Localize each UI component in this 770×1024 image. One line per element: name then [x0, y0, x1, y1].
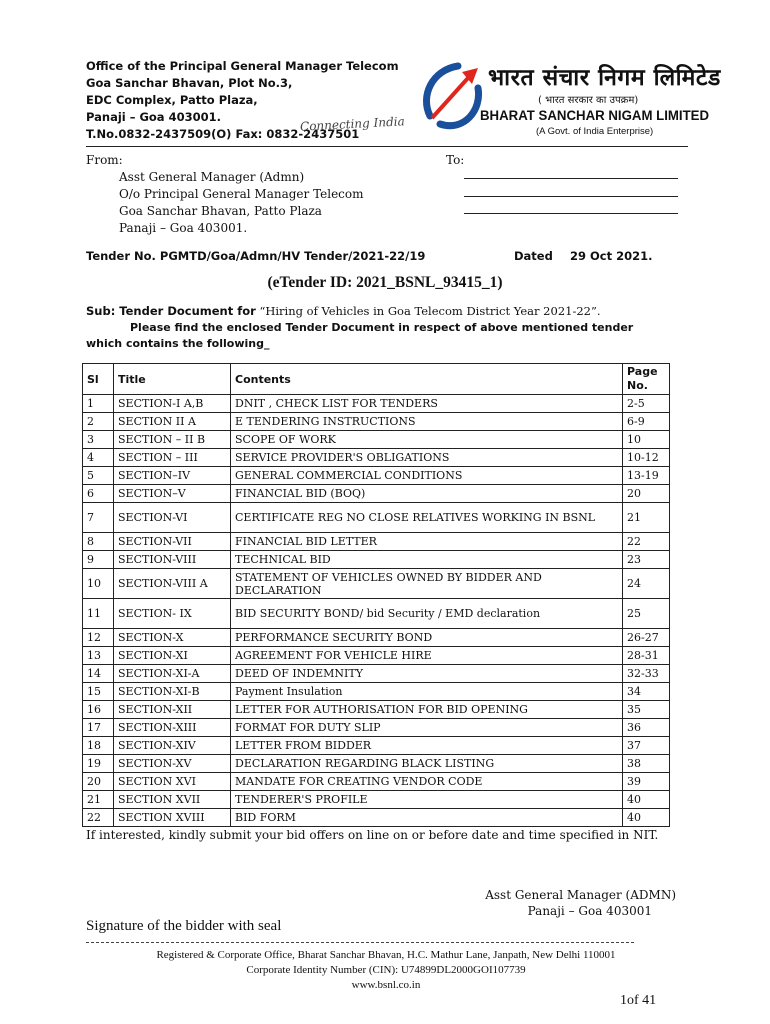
- row-sl: 15: [83, 683, 114, 701]
- table-header-row: [83, 364, 670, 395]
- signatory-designation: Asst General Manager (ADMN): [485, 888, 676, 902]
- table-row: [83, 431, 670, 449]
- row-sl: 20: [83, 773, 114, 791]
- from-block: [86, 152, 364, 237]
- bsnl-emblem-icon: [418, 58, 488, 138]
- header-sl: Sl: [83, 364, 114, 395]
- row-title: SECTION-XII: [114, 701, 231, 719]
- row-contents: STATEMENT OF VEHICLES OWNED BY BIDDER AND DECLARATION: [231, 569, 623, 599]
- row-contents: E TENDERING INSTRUCTIONS: [231, 413, 623, 431]
- header-page: Page No.: [623, 364, 670, 395]
- table-row: [83, 467, 670, 485]
- from-line: Panaji – Goa 403001.: [119, 221, 248, 235]
- table-row: [83, 551, 670, 569]
- from-line: Goa Sanchar Bhavan, Patto Plaza: [119, 204, 322, 218]
- row-title: SECTION-XI-A: [114, 665, 231, 683]
- row-page: 39: [623, 773, 670, 791]
- row-contents: LETTER FROM BIDDER: [231, 737, 623, 755]
- table-row: [83, 449, 670, 467]
- row-page: 25: [623, 599, 670, 629]
- table-row: [83, 683, 670, 701]
- row-page: 13-19: [623, 467, 670, 485]
- row-title: SECTION-VIII: [114, 551, 231, 569]
- from-line: O/o Principal General Manager Telecom: [119, 187, 364, 201]
- table-row: [83, 737, 670, 755]
- row-contents: FINANCIAL BID LETTER: [231, 533, 623, 551]
- row-title: SECTION II A: [114, 413, 231, 431]
- intro-paragraph: [86, 320, 648, 352]
- subject-label: Sub: Tender Document for: [86, 304, 256, 318]
- row-title: SECTION-XI: [114, 647, 231, 665]
- row-contents: TENDERER'S PROFILE: [231, 791, 623, 809]
- row-page: 10: [623, 431, 670, 449]
- row-title: SECTION–IV: [114, 467, 231, 485]
- handwritten-scribble: Connecting India: [299, 114, 406, 134]
- from-line: Asst General Manager (Admn): [119, 170, 305, 184]
- address-line: Panaji – Goa 403001.: [86, 110, 221, 124]
- footer-divider: [86, 942, 634, 943]
- row-page: 38: [623, 755, 670, 773]
- row-title: SECTION XVII: [114, 791, 231, 809]
- bsnl-logo: [418, 58, 721, 148]
- row-page: 40: [623, 809, 670, 827]
- signatory-block: [420, 887, 676, 919]
- row-contents: FORMAT FOR DUTY SLIP: [231, 719, 623, 737]
- row-title: SECTION – II B: [114, 431, 231, 449]
- logo-hindi-tagline: ( भारत सरकार का उपक्रम): [538, 95, 639, 106]
- row-sl: 22: [83, 809, 114, 827]
- row-page: 26-27: [623, 629, 670, 647]
- address-line: EDC Complex, Patto Plaza,: [86, 93, 258, 107]
- to-blank-line: [464, 178, 678, 179]
- table-row: [83, 773, 670, 791]
- row-page: 22: [623, 533, 670, 551]
- dated-label: Dated: [514, 249, 553, 263]
- row-title: SECTION XVIII: [114, 809, 231, 827]
- page-number: 1of 41: [620, 993, 657, 1008]
- row-title: SECTION XVI: [114, 773, 231, 791]
- row-page: 24: [623, 569, 670, 599]
- row-title: SECTION-XIV: [114, 737, 231, 755]
- table-row: [83, 395, 670, 413]
- table-row: [83, 719, 670, 737]
- row-title: SECTION-VIII A: [114, 569, 231, 599]
- row-contents: GENERAL COMMERCIAL CONDITIONS: [231, 467, 623, 485]
- row-page: 28-31: [623, 647, 670, 665]
- bidder-signature-label: Signature of the bidder with seal: [86, 918, 282, 934]
- to-blank-line: [464, 213, 678, 214]
- row-page: 35: [623, 701, 670, 719]
- row-title: SECTION – III: [114, 449, 231, 467]
- row-sl: 21: [83, 791, 114, 809]
- row-title: SECTION-XV: [114, 755, 231, 773]
- row-sl: 17: [83, 719, 114, 737]
- row-contents: BID SECURITY BOND/ bid Security / EMD declaration: [231, 599, 623, 629]
- address-line: Goa Sanchar Bhavan, Plot No.3,: [86, 76, 293, 90]
- row-sl: 1: [83, 395, 114, 413]
- row-page: 36: [623, 719, 670, 737]
- row-title: SECTION-XI-B: [114, 683, 231, 701]
- table-row: [83, 413, 670, 431]
- intro-text: Please find the enclosed Tender Document in respect of above mentioned tender which contains the following_: [86, 321, 634, 350]
- row-sl: 8: [83, 533, 114, 551]
- submission-note: If interested, kindly submit your bid offers on line on or before date and time specified in NIT.: [86, 828, 659, 842]
- row-contents: MANDATE FOR CREATING VENDOR CODE: [231, 773, 623, 791]
- row-page: 34: [623, 683, 670, 701]
- footer: [86, 948, 686, 993]
- tender-date: 29 Oct 2021.: [570, 249, 653, 263]
- contents-table: [82, 363, 670, 827]
- table-row: [83, 701, 670, 719]
- header-title: Title: [114, 364, 231, 395]
- row-page: 20: [623, 485, 670, 503]
- table-row: [83, 533, 670, 551]
- row-page: 40: [623, 791, 670, 809]
- row-title: SECTION-X: [114, 629, 231, 647]
- etender-id: (eTender ID: 2021_BSNL_93415_1): [267, 274, 503, 291]
- row-contents: DECLARATION REGARDING BLACK LISTING: [231, 755, 623, 773]
- row-sl: 2: [83, 413, 114, 431]
- table-row: [83, 809, 670, 827]
- row-page: 32-33: [623, 665, 670, 683]
- to-label: To:: [446, 153, 465, 167]
- row-contents: DEED OF INDEMNITY: [231, 665, 623, 683]
- table-row: [83, 791, 670, 809]
- row-sl: 10: [83, 569, 114, 599]
- row-sl: 4: [83, 449, 114, 467]
- subject-line: [86, 304, 601, 318]
- row-sl: 16: [83, 701, 114, 719]
- row-sl: 19: [83, 755, 114, 773]
- row-sl: 13: [83, 647, 114, 665]
- row-title: SECTION-I A,B: [114, 395, 231, 413]
- row-page: 21: [623, 503, 670, 533]
- row-title: SECTION-VI: [114, 503, 231, 533]
- logo-english-tagline: (A Govt. of India Enterprise): [536, 126, 654, 137]
- subject-text: “Hiring of Vehicles in Goa Telecom District Year 2021-22”.: [259, 304, 601, 318]
- address-line: T.No.0832-2437509(O) Fax: 0832-2437501: [86, 127, 360, 141]
- table-row: [83, 755, 670, 773]
- table-row: [83, 629, 670, 647]
- table-row: [83, 599, 670, 629]
- header-contents: Contents: [231, 364, 623, 395]
- row-contents: FINANCIAL BID (BOQ): [231, 485, 623, 503]
- footer-website: www.bsnl.co.in: [351, 979, 421, 991]
- row-page: 2-5: [623, 395, 670, 413]
- table-row: [83, 665, 670, 683]
- row-contents: BID FORM: [231, 809, 623, 827]
- row-sl: 9: [83, 551, 114, 569]
- footer-address: Registered & Corporate Office, Bharat Sanchar Bhavan, H.C. Mathur Lane, Janpath, New Delhi 110001: [156, 949, 616, 961]
- logo-english-name: BHARAT SANCHAR NIGAM LIMITED: [480, 108, 710, 123]
- footer-cin: Corporate Identity Number (CIN): U74899DL2000GOI107739: [246, 964, 526, 976]
- row-title: SECTION- IX: [114, 599, 231, 629]
- row-contents: CERTIFICATE REG NO CLOSE RELATIVES WORKING IN BSNL: [231, 503, 623, 533]
- row-contents: Payment Insulation: [231, 683, 623, 701]
- row-sl: 12: [83, 629, 114, 647]
- row-contents: TECHNICAL BID: [231, 551, 623, 569]
- row-sl: 11: [83, 599, 114, 629]
- row-contents: AGREEMENT FOR VEHICLE HIRE: [231, 647, 623, 665]
- row-sl: 18: [83, 737, 114, 755]
- row-sl: 6: [83, 485, 114, 503]
- signatory-location: Panaji – Goa 403001: [527, 904, 652, 918]
- to-block: [446, 152, 464, 169]
- row-contents: DNIT , CHECK LIST FOR TENDERS: [231, 395, 623, 413]
- row-page: 37: [623, 737, 670, 755]
- row-sl: 3: [83, 431, 114, 449]
- row-contents: SERVICE PROVIDER'S OBLIGATIONS: [231, 449, 623, 467]
- row-title: SECTION-VII: [114, 533, 231, 551]
- row-sl: 5: [83, 467, 114, 485]
- logo-hindi-name: भारत संचार निगम लिमिटेड: [488, 65, 721, 91]
- table-row: [83, 647, 670, 665]
- to-blank-line: [464, 196, 678, 197]
- row-page: 10-12: [623, 449, 670, 467]
- row-contents: SCOPE OF WORK: [231, 431, 623, 449]
- row-page: 6-9: [623, 413, 670, 431]
- row-page: 23: [623, 551, 670, 569]
- row-title: SECTION–V: [114, 485, 231, 503]
- table-row: [83, 569, 670, 599]
- address-line: Office of the Principal General Manager Telecom: [86, 59, 399, 73]
- table-row: [83, 485, 670, 503]
- table-body: [83, 395, 670, 827]
- tender-number: Tender No. PGMTD/Goa/Admn/HV Tender/2021-22/19: [86, 249, 426, 263]
- from-label: From:: [86, 153, 123, 167]
- row-contents: PERFORMANCE SECURITY BOND: [231, 629, 623, 647]
- row-sl: 14: [83, 665, 114, 683]
- row-contents: LETTER FOR AUTHORISATION FOR BID OPENING: [231, 701, 623, 719]
- table-row: [83, 503, 670, 533]
- row-sl: 7: [83, 503, 114, 533]
- header-divider: [86, 146, 688, 147]
- row-title: SECTION-XIII: [114, 719, 231, 737]
